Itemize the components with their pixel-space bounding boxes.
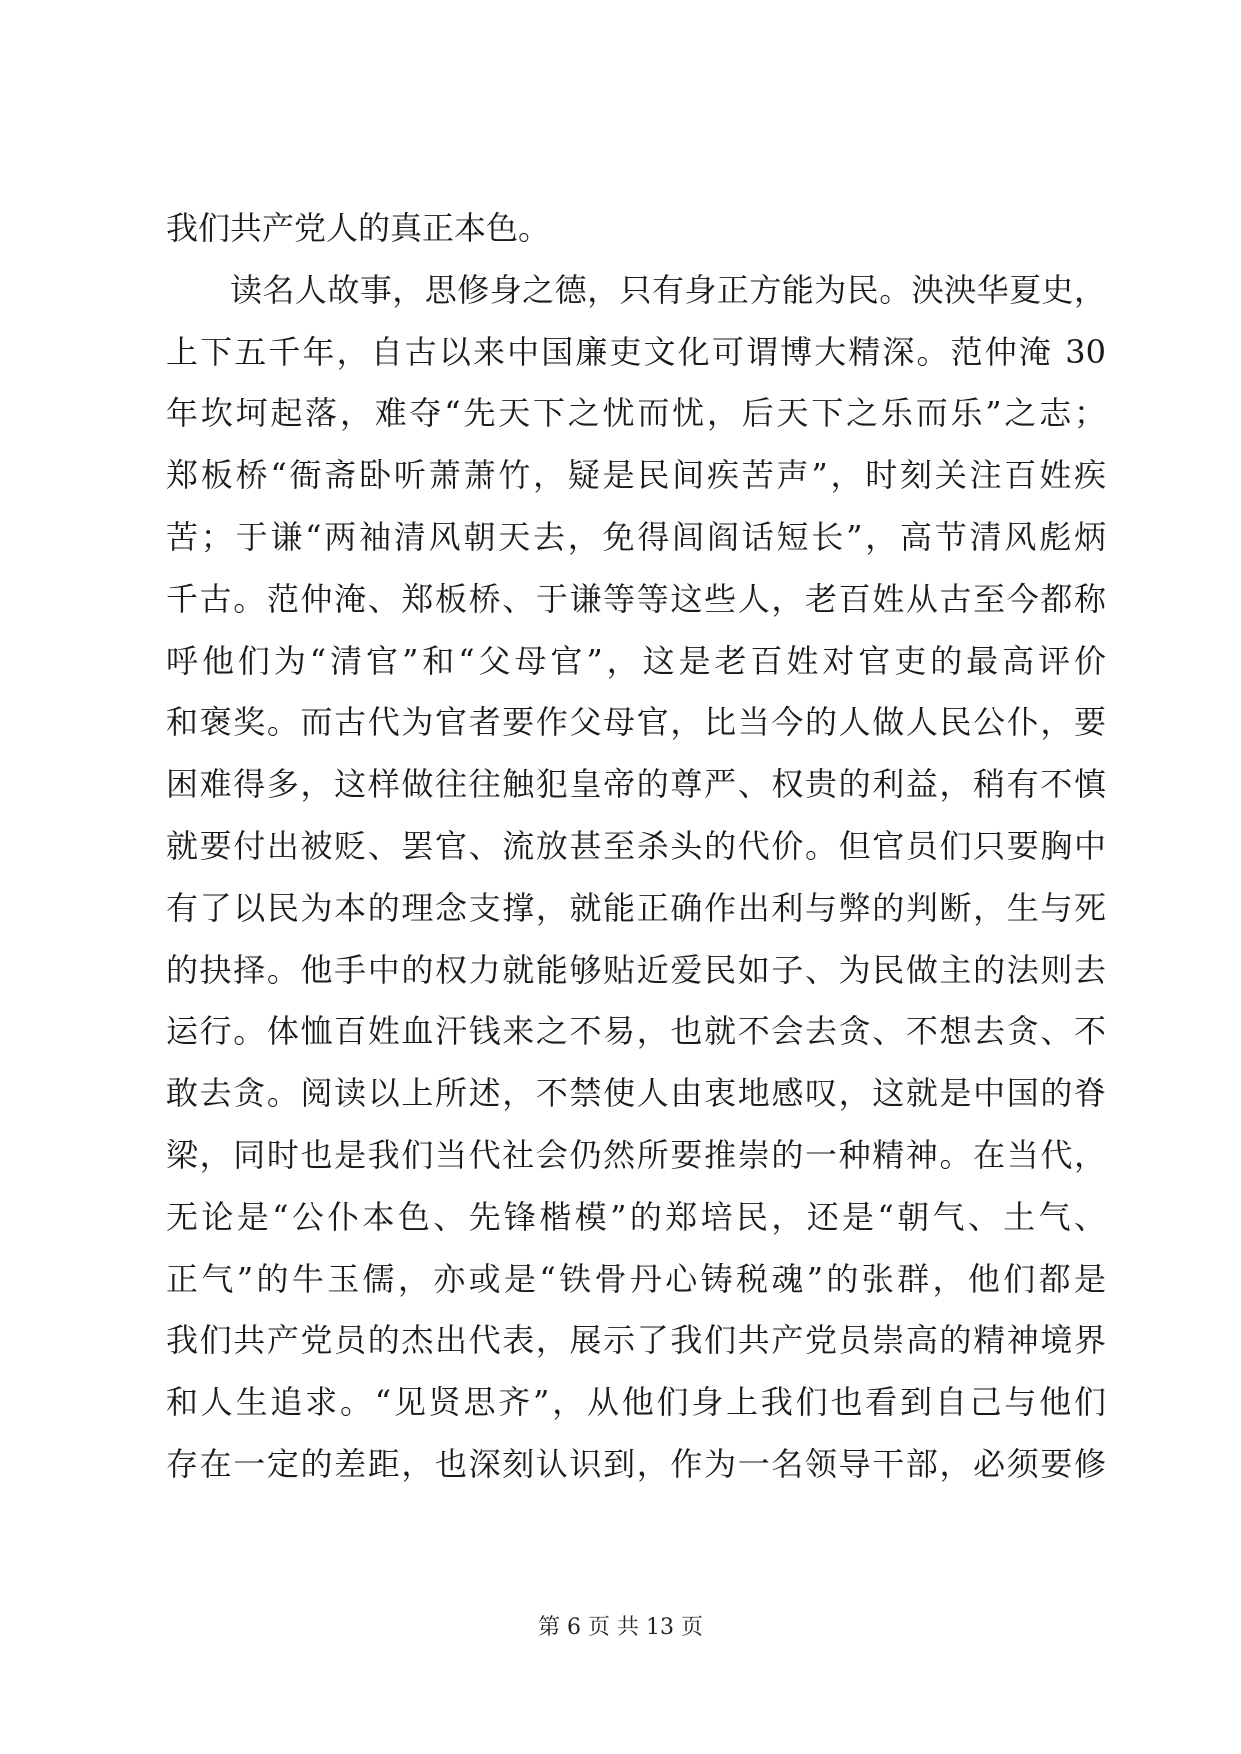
- text-line: 敢去贪。阅读以上所述，不禁使人由衷地感叹，这就是中国的脊: [166, 1074, 1106, 1113]
- text-line: 苦；于谦“两袖清风朝天去，免得闾阎话短长”，高节清风彪炳: [166, 517, 1106, 556]
- text-line: 存在一定的差距，也深刻认识到，作为一名领导干部，必须要修: [166, 1444, 1106, 1483]
- text-line: 困难得多，这样做往往触犯皇帝的尊严、权贵的利益，稍有不慎: [166, 765, 1106, 804]
- page-number-footer: 第 6 页 共 13 页: [538, 1615, 703, 1640]
- text-line: 我们共产党员的杰出代表，展示了我们共产党员崇高的精神境界: [166, 1321, 1106, 1360]
- text-line: 和褒奖。而古代为官者要作父母官，比当今的人做人民公仆，要: [166, 703, 1106, 742]
- text-line: 有了以民为本的理念支撑，就能正确作出利与弊的判断，生与死: [166, 888, 1106, 927]
- body-text: [166, 198, 1106, 1496]
- text-line: 年坎坷起落，难夺“先天下之忧而忧，后天下之乐而乐”之志；: [166, 394, 1106, 433]
- text-line: 正气”的牛玉儒，亦或是“铁骨丹心铸税魂”的张群，他们都是: [166, 1259, 1106, 1298]
- text-line: 郑板桥“衙斋卧听萧萧竹，疑是民间疾苦声”，时刻关注百姓疾: [166, 456, 1106, 495]
- text-line: 我们共产党人的真正本色。: [166, 209, 551, 247]
- text-line: 就要付出被贬、罢官、流放甚至杀头的代价。但官员们只要胸中: [166, 826, 1106, 865]
- text-line: 运行。体恤百姓血汗钱来之不易，也就不会去贪、不想去贪、不: [166, 1012, 1106, 1051]
- text-line: 和人生追求。“见贤思齐”，从他们身上我们也看到自己与他们: [166, 1383, 1106, 1422]
- text-line: 读名人故事，思修身之德，只有身正方能为民。泱泱华夏史，: [230, 270, 1106, 309]
- text-line: 无论是“公仆本色、先锋楷模”的郑培民，还是“朝气、土气、: [166, 1197, 1106, 1236]
- text-line: 呼他们为“清官”和“父母官”，这是老百姓对官吏的最高评价: [166, 641, 1106, 680]
- text-line: 梁，同时也是我们当代社会仍然所要推崇的一种精神。在当代，: [166, 1135, 1106, 1174]
- text-line: 上下五千年，自古以来中国廉吏文化可谓博大精深。范仲淹 30: [166, 332, 1106, 371]
- text-line: 千古。范仲淹、郑板桥、于谦等等这些人，老百姓从古至今都称: [166, 579, 1106, 618]
- text-line: 的抉择。他手中的权力就能够贴近爱民如子、为民做主的法则去: [166, 950, 1106, 989]
